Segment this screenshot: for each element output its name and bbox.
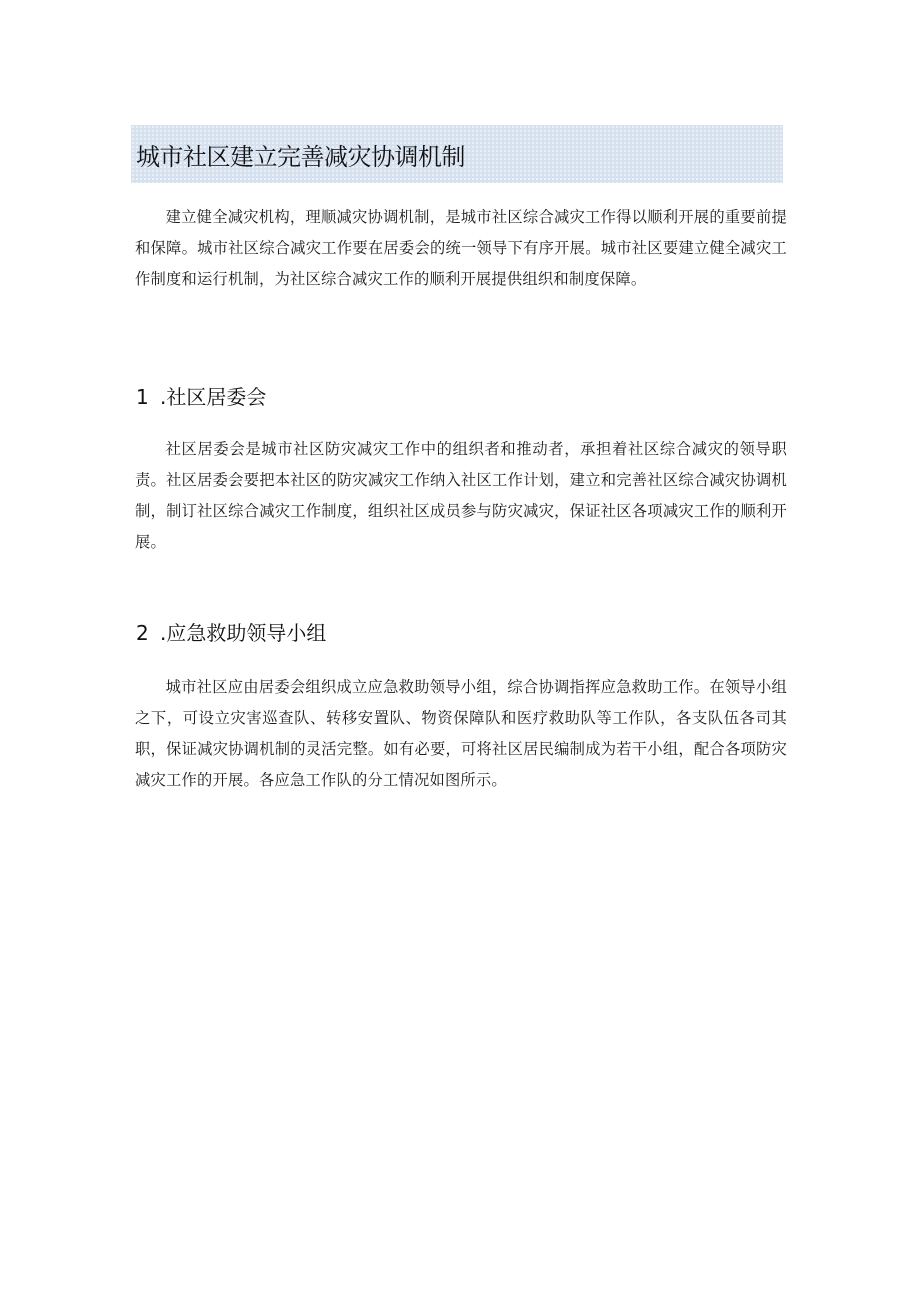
- section-1-paragraph: 社区居委会是城市社区防灾减灾工作中的组织者和推动者，承担着社区综合减灾的领导职责。社区居委会要把本社区的防灾减灾工作纳入社区工作计划，建立和完善社区综合减灾协调机制，制订社区综合减灾工作制度，组织社区成员参与防灾减灾，保证社区各项减灾工作的顺利开展。: [135, 440, 787, 551]
- section-2-paragraph: 城市社区应由居委会组织成立应急救助领导小组，综合协调指挥应急救助工作。在领导小组之下，可设立灾害巡查队、转移安置队、物资保障队和医疗救助队等工作队，各支队伍各司其职，保证减灾协调机制的灵活完整。如有必要，可将社区居民编制成为若干小组，配合各项防灾减灾工作的开展。各应急工作队的分工情况如图所示。: [135, 678, 787, 789]
- section-1-heading: [136, 381, 266, 410]
- title-banner: [131, 125, 783, 183]
- intro-paragraph: 建立健全减灾机构，理顺减灾协调机制，是城市社区综合减灾工作得以顺利开展的重要前提和保障。城市社区综合减灾工作要在居委会的统一领导下有序开展。城市社区要建立健全减灾工作制度和运行机制，为社区综合减灾工作的顺利开展提供组织和制度保障。: [135, 208, 787, 288]
- section-2-title: .应急救助领导小组: [160, 621, 327, 645]
- section-1-number: 1: [136, 385, 149, 409]
- section-1-title: .社区居委会: [160, 385, 267, 409]
- section-2-number: 2: [136, 621, 149, 645]
- section-2-heading: [136, 617, 326, 646]
- document-title: 城市社区建立完善减灾协调机制: [136, 142, 465, 171]
